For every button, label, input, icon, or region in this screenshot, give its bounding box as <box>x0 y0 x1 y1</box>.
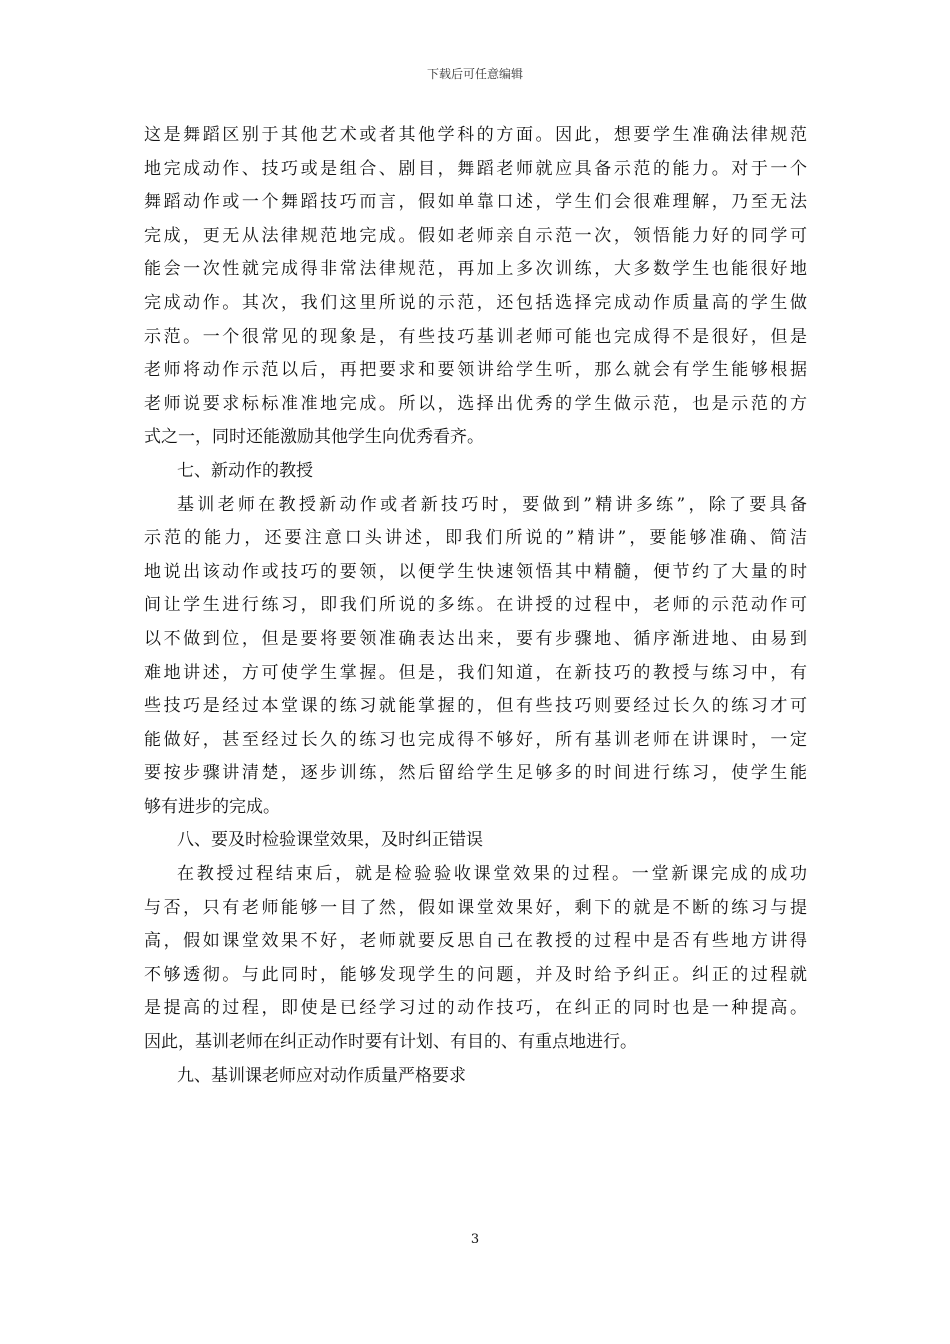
text-line: 以不做到位，但是要将要领准确表达出来，要有步骤地、循序渐进地、由易到 <box>144 628 807 649</box>
text-line: 间让学生进行练习，即我们所说的多练。在讲授的过程中，老师的示范动作可 <box>144 595 807 616</box>
text-line: 要按步骤讲清楚，逐步训练，然后留给学生足够多的时间进行练习，使学生能 <box>144 763 807 784</box>
text-line: 在教授过程结束后，就是检验验收课堂效果的过程。一堂新课完成的成功 <box>177 864 807 885</box>
section-heading-9: 九、基训课老师应对动作质量严格要求 <box>177 1065 466 1086</box>
document-body <box>144 119 807 1093</box>
section-heading-8: 八、要及时检验课堂效果，及时纠正错误 <box>177 830 483 851</box>
text-line: 能做好，甚至经过长久的练习也完成得不够好，所有基训老师在讲课时，一定 <box>144 729 807 750</box>
text-line: 够有进步的完成。 <box>144 796 280 817</box>
text-line: 示范。一个很常见的现象是，有些技巧基训老师可能也完成得不是很好，但是 <box>144 326 807 347</box>
text-line: 地完成动作、技巧或是组合、剧目，舞蹈老师就应具备示范的能力。对于一个 <box>144 158 807 179</box>
text-line: 这是舞蹈区别于其他艺术或者其他学科的方面。因此，想要学生准确法律规范 <box>144 125 807 145</box>
text-line: 难地讲述，方可使学生掌握。但是，我们知道，在新技巧的教授与练习中，有 <box>144 662 807 683</box>
section-heading-7: 七、新动作的教授 <box>177 460 313 481</box>
text-line: 些技巧是经过本堂课的练习就能掌握的，但有些技巧则要经过长久的练习才可 <box>144 696 807 717</box>
text-line: 舞蹈动作或一个舞蹈技巧而言，假如单靠口述，学生们会很难理解，乃至无法 <box>144 192 807 213</box>
text-line: 能会一次性就完成得非常法律规范，再加上多次训练，大多数学生也能很好地 <box>144 259 807 280</box>
text-line: 完成动作。其次，我们这里所说的示范，还包括选择完成动作质量高的学生做 <box>144 292 807 313</box>
text-line: 基训老师在教授新动作或者新技巧时，要做到”精讲多练”，除了要具备 <box>177 494 807 515</box>
text-line: 是提高的过程，即使是已经学习过的动作技巧，在纠正的同时也是一种提高。 <box>144 998 807 1019</box>
page-number: 3 <box>470 1232 480 1247</box>
text-line: 老师将动作示范以后，再把要求和要领讲给学生听，那么就会有学生能够根据 <box>144 360 807 381</box>
text-line: 高，假如课堂效果不好，老师就要反思自己在教授的过程中是否有些地方讲得 <box>144 931 807 952</box>
text-line: 示范的能力，还要注意口头讲述，即我们所说的”精讲”，要能够准确、简洁 <box>144 528 807 549</box>
text-line: 不够透彻。与此同时，能够发现学生的问题，并及时给予纠正。纠正的过程就 <box>144 964 807 985</box>
page-header: 下载后可任意编辑 <box>426 67 523 81</box>
text-line: 与否，只有老师能够一目了然，假如课堂效果好，剩下的就是不断的练习与提 <box>144 897 807 918</box>
text-line: 式之一，同时还能激励其他学生向优秀看齐。 <box>144 427 484 448</box>
text-line: 完成，更无从法律规范地完成。假如老师亲自示范一次，领悟能力好的同学可 <box>144 225 807 246</box>
text-line: 因此，基训老师在纠正动作时要有计划、有目的、有重点地进行。 <box>144 1032 637 1053</box>
text-line: 地说出该动作或技巧的要领，以便学生快速领悟其中精髓，便节约了大量的时 <box>144 561 807 582</box>
text-line: 老师说要求标标准准地完成。所以，选择出优秀的学生做示范，也是示范的方 <box>144 393 807 414</box>
